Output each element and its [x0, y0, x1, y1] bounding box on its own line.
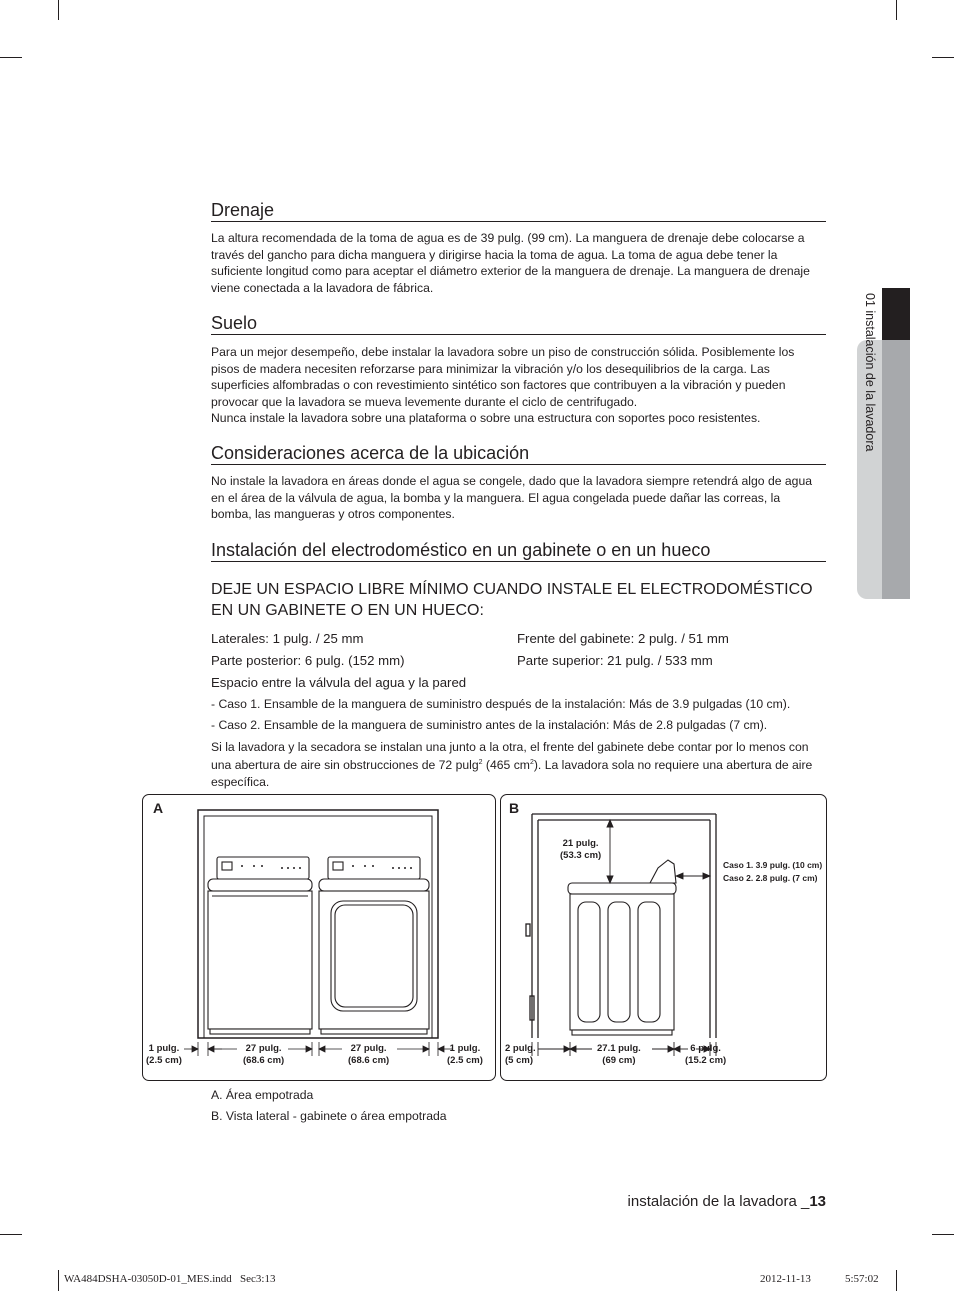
- section-title-ubicacion: Consideraciones acerca de la ubicación: [211, 442, 826, 465]
- footer-label: instalación de la lavadora _: [627, 1193, 810, 1210]
- dim-a-left-gap: [146, 1043, 182, 1067]
- drenaje-paragraph: [211, 230, 823, 296]
- section-title-drenaje: Drenaje: [211, 199, 826, 222]
- page-footer: [628, 1193, 826, 1210]
- page-number: 13: [809, 1193, 826, 1210]
- suelo-paragraph: [211, 344, 823, 427]
- dim-b-caso-1: Caso 1. 3.9 pulg. (10 cm): [723, 860, 823, 870]
- crop-mark: [58, 1270, 59, 1291]
- dim-label: (2.5 cm): [146, 1055, 182, 1066]
- dim-label: (15.2 cm): [685, 1055, 727, 1066]
- dim-b-rear-gap: [685, 1043, 726, 1067]
- clearance-heading-line-1: DEJE UN ESPACIO LIBRE MÍNIMO CUANDO INSTALE EL ELECTRODOMÉSTICO: [211, 581, 813, 598]
- figure-a-letter: A: [153, 800, 164, 816]
- figure-b-illustration: [500, 794, 827, 1081]
- clearance-heading-line-2: EN UN GABINETE O EN UN HUECO:: [211, 602, 484, 619]
- air-opening-note: [211, 739, 823, 790]
- ubicacion-text: No instale la lavadora en áreas donde el agua se congele, dado que la lavadora siempre retendrá algo de agua en el área de la válvula de agua, la bomba y la manguera. El agua congelada puede dañar las correas, la bomba, las mangueras y otros componentes.: [211, 474, 812, 522]
- side-tab-marker: [882, 288, 910, 340]
- ubicacion-paragraph: [211, 473, 823, 523]
- section-title-gabinete: Instalación del electrodoméstico en un gabinete o en un hueco: [211, 539, 826, 562]
- crop-mark: [932, 1234, 954, 1235]
- dim-label: 6 pulg.: [690, 1043, 721, 1054]
- caption-a: A. Área empotrada: [211, 1088, 314, 1102]
- dim-label: (68.6 cm): [348, 1055, 390, 1066]
- dim-a-right-gap: [447, 1043, 483, 1067]
- figure-b-letter: B: [509, 800, 520, 816]
- slug-file: WA484DSHA-03050D-01_MES.indd Sec3:13: [64, 1273, 276, 1285]
- dim-label: 27 pulg.: [245, 1043, 282, 1054]
- crop-mark: [0, 57, 22, 58]
- note-text-b: (465 cm: [482, 758, 530, 773]
- dim-a-dryer-width: [348, 1043, 389, 1067]
- section-title-suelo: Suelo: [211, 312, 826, 335]
- side-tab-edge: [882, 340, 910, 599]
- note-sup-2: 2: [529, 759, 534, 767]
- dim-b-top-clearance: [560, 838, 601, 862]
- dim-label: (2.5 cm): [447, 1055, 483, 1066]
- slug-date: 2012-11-13: [760, 1273, 811, 1285]
- note-text-c: ). La lavadora sola no requiere una abertura de aire específica.: [211, 758, 813, 789]
- dim-label: (69 cm): [602, 1055, 636, 1066]
- spec-caso-2: - Caso 2. Ensamble de la manguera de suministro antes de la instalación: Más de 2.8 pulgadas (7 cm).: [211, 718, 768, 732]
- spec-laterales: Laterales: 1 pulg. / 25 mm: [211, 631, 364, 646]
- dim-label: 27.1 pulg.: [597, 1043, 641, 1054]
- spec-caso-1: - Caso 1. Ensamble de la manguera de suministro después de la instalación: Más de 3.9 pulgadas (10 cm).: [211, 697, 791, 711]
- drenaje-text: La altura recomendada de la toma de agua es de 39 pulg. (99 cm). La manguera de drenaje debe colocarse a través del gancho para dicha manguera y dirigirse hacia la toma de agua. La toma de agua debe tener la suficiente longitud como para aceptar el diámetro exterior de la manguera de drenaje. La manguera de drenaje viene conectada a la lavadora de fábrica.: [211, 231, 810, 295]
- dim-label: (5 cm): [505, 1055, 533, 1066]
- dim-b-depth: [597, 1043, 641, 1067]
- side-tab-label: 01 instalación de la lavadora: [863, 293, 877, 452]
- dim-b-front-gap: [505, 1043, 536, 1067]
- crop-mark: [932, 57, 954, 58]
- dim-a-washer-width: [243, 1043, 284, 1067]
- dim-label: 27 pulg.: [350, 1043, 387, 1054]
- spec-superior: Parte superior: 21 pulg. / 533 mm: [517, 653, 713, 668]
- dim-label: (68.6 cm): [243, 1055, 285, 1066]
- suelo-text-1: Para un mejor desempeño, debe instalar la lavadora sobre un piso de construcción sólida. Posiblemente los pisos de madera necesiten reforzarse para minimizar la vibración y/o los desequilibrios de la carga. Las superficies alfombradas o con revestimiento sintético son factores que contribuyen a la vibración y pueden provocar que la lavadora se mueva levemente durante el ciclo de centrifugado.: [211, 345, 795, 409]
- crop-mark: [0, 1234, 22, 1235]
- crop-mark: [896, 1270, 897, 1291]
- note-text-a: Si la lavadora y la secadora se instalan una junto a la otra, el frente del gabinete debe contar por lo menos con una abertura de aire sin obstrucciones de 72 pulg: [211, 740, 809, 773]
- dim-label: 1 pulg.: [148, 1043, 180, 1054]
- spec-frente: Frente del gabinete: 2 pulg. / 51 mm: [517, 631, 729, 646]
- dim-label: 2 pulg.: [505, 1043, 536, 1054]
- dim-label: (53.3 cm): [560, 850, 602, 861]
- dim-label: 21 pulg.: [562, 838, 599, 849]
- spec-espacio: Espacio entre la válvula del agua y la pared: [211, 675, 467, 690]
- crop-mark: [896, 0, 897, 20]
- suelo-text-2: Nunca instale la lavadora sobre una plataforma o sobre una estructura con soportes poco resistentes.: [211, 411, 761, 426]
- caption-b: B. Vista lateral - gabinete o área empotrada: [211, 1109, 447, 1123]
- dim-label: 1 pulg.: [449, 1043, 481, 1054]
- note-sup-1: 2: [478, 759, 483, 767]
- slug-time: 5:57:02: [845, 1273, 879, 1285]
- figure-a-illustration: [142, 794, 496, 1081]
- dim-b-caso-2: Caso 2. 2.8 pulg. (7 cm): [723, 873, 818, 883]
- spec-posterior: Parte posterior: 6 pulg. (152 mm): [211, 653, 405, 668]
- crop-mark: [58, 0, 59, 20]
